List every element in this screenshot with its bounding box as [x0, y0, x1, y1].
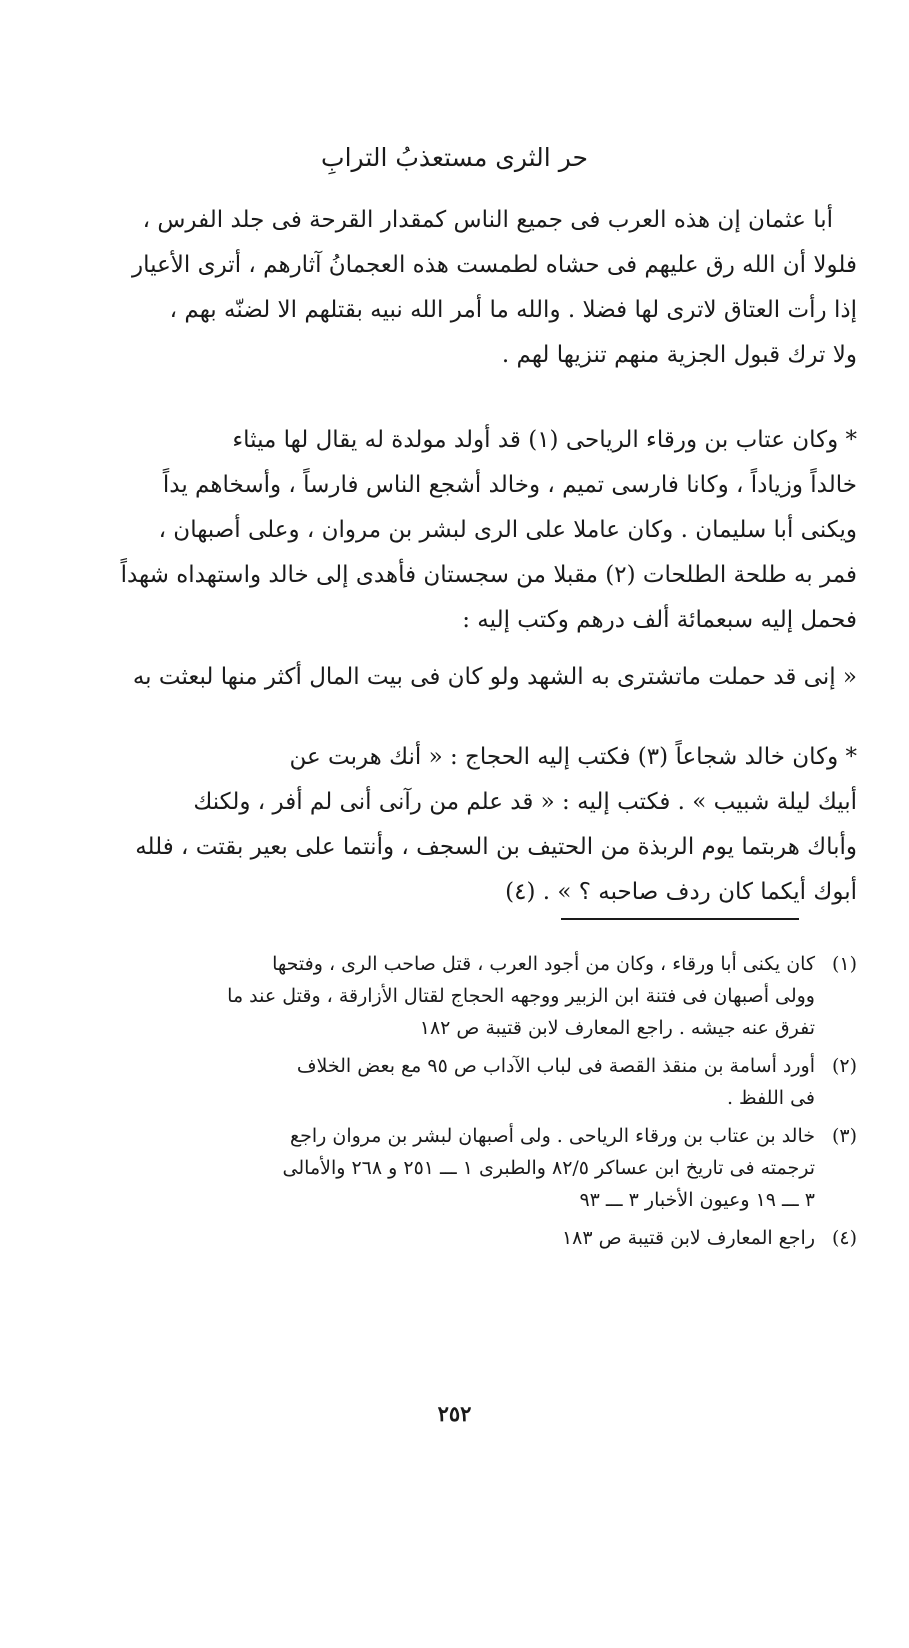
- footnote-line: راجع المعارف لابن قتيبة ص ١٨٣: [561, 1227, 815, 1249]
- page-number: ٢٥٢: [437, 1401, 472, 1426]
- paragraph-1: [57, 198, 857, 378]
- paragraph-1-line: إذا رأت العتاق لاترى لها فضلا . والله ما أمر الله نبيه بقتلهم الا لضنّه بهم ،: [169, 297, 857, 323]
- footnote-text: [57, 1050, 815, 1114]
- verse-line: حر الثرى مستعذبُ الترابِ: [321, 143, 588, 172]
- footnote-number: (٣): [831, 1125, 857, 1147]
- footnote-line: كان يكنى أبا ورقاء ، وكان من أجود العرب ، قتل صاحب الرى ، وفتحها: [272, 953, 815, 975]
- footnote-text: [57, 1120, 815, 1216]
- paragraph-1-line: ولا ترك قبول الجزية منهم تنزيها لهم .: [501, 342, 857, 368]
- footnote-line: خالد بن عتاب بن ورقاء الرياحى . ولى أصبهان لبشر بن مروان راجع: [290, 1125, 815, 1147]
- paragraph-1-line: أبا عثمان إن هذه العرب فى جميع الناس كمقدار القرحة فى جلد الفرس ،: [142, 207, 833, 233]
- paragraph-3: [57, 655, 857, 700]
- paragraph-1-line: فلولا أن الله رق عليهم فى حشاه لطمست هذه العجمانُ آثارهم ، أترى الأعيار: [132, 252, 857, 278]
- footnote-number: (١): [831, 953, 857, 975]
- paragraph-2-line: فحمل إليه سبعمائة ألف درهم وكتب إليه :: [462, 607, 857, 633]
- paragraph-2-line: * وكان عتاب بن ورقاء الرياحى (١) قد أولد مولدة له يقال لها ميثاء: [232, 427, 857, 453]
- footnote-text: [57, 1222, 815, 1254]
- paragraph-4: [57, 735, 857, 915]
- footnote-number: (٢): [831, 1055, 857, 1077]
- footnote-3: [57, 1120, 857, 1216]
- footnote-line: ترجمته فى تاريخ ابن عساكر ٨٢/٥ والطبرى ١ ـــ ٢٥١ و ٢٦٨ والأمالى: [282, 1157, 815, 1179]
- footnote-text: [57, 948, 815, 1044]
- paragraph-4-line: * وكان خالد شجاعاً (٣) فكتب إليه الحجاج : « أنك هربت عن: [289, 744, 857, 770]
- footnote-line: فى اللفظ .: [726, 1087, 815, 1109]
- paragraph-2-line: ويكنى أبا سليمان . وكان عاملا على الرى لبشر بن مروان ، وعلى أصبهان ،: [158, 517, 857, 543]
- paragraph-4-line: أبوك أيكما كان ردف صاحبه ؟ » . (٤): [505, 879, 857, 905]
- footnote-separator: [561, 918, 799, 920]
- footnote-number: (٤): [831, 1227, 857, 1249]
- paragraph-2-line: خالداً وزياداً ، وكانا فارسى تميم ، وخالد أشجع الناس فارساً ، وأسخاهم يداً: [162, 472, 857, 498]
- footnote-1: [57, 948, 857, 1044]
- footnote-line: ٣ ـــ ١٩ وعيون الأخبار ٣ ـــ ٩٣: [579, 1189, 815, 1211]
- paragraph-2-line: فمر به طلحة الطلحات (٢) مقبلا من سجستان فأهدى إلى خالد واستهداه شهداً: [120, 562, 857, 588]
- footnote-line: وولى أصبهان فى فتنة ابن الزبير ووجهه الحجاج لقتال الأزارقة ، وقتل عند ما: [227, 985, 815, 1007]
- paragraph-4-line: أبيك ليلة شبيب » . فكتب إليه : « قد علم من رآنى أنى لم أفر ، ولكنك: [193, 789, 857, 815]
- footnote-2: [57, 1050, 857, 1114]
- footnote-line: تفرق عنه جيشه . راجع المعارف لابن قتيبة ص ١٨٢: [419, 1017, 815, 1039]
- footnote-4: [57, 1222, 857, 1254]
- paragraph-4-line: وأباك هربتما يوم الربذة من الحتيف بن السجف ، وأنتما على بعير بقتت ، فلله: [135, 834, 857, 860]
- footnote-line: أورد أسامة بن منقذ القصة فى لباب الآداب ص ٩٥ مع بعض الخلاف: [296, 1055, 815, 1077]
- paragraph-2: [57, 418, 857, 643]
- footnotes: [57, 948, 857, 1260]
- paragraph-3-line: « إنى قد حملت ماتشترى به الشهد ولو كان فى بيت المال أكثر منها لبعثت به: [132, 664, 857, 690]
